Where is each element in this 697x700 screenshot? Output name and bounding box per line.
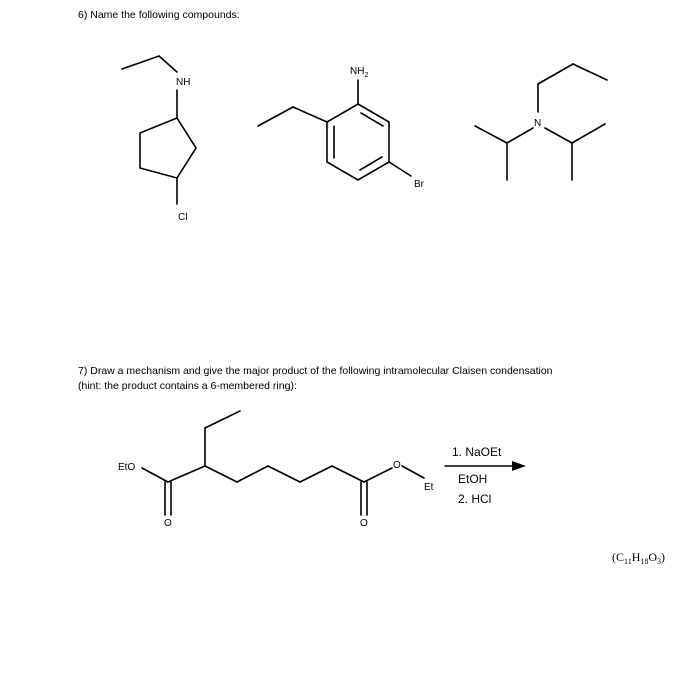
step-1-label: 1. NaOEt bbox=[452, 445, 502, 459]
o-ethyl-bond bbox=[402, 466, 424, 478]
cl-label: Cl bbox=[178, 212, 188, 223]
ester-o-bond bbox=[364, 468, 392, 482]
nh-label: NH bbox=[176, 77, 191, 88]
cyclopentane-ring bbox=[140, 118, 196, 178]
chain-bond-5 bbox=[300, 466, 332, 482]
benzene-ring bbox=[327, 104, 389, 180]
step-2-label: 2. HCl bbox=[458, 492, 492, 506]
solvent-label: EtOH bbox=[458, 472, 488, 486]
reaction-conditions bbox=[445, 445, 526, 506]
molecule-3-tertiary-amine bbox=[475, 64, 607, 180]
ethyl-bond-b bbox=[258, 107, 293, 126]
n-propyl-bond-3 bbox=[573, 64, 607, 80]
question-6-heading: 6) Name the following compounds: bbox=[78, 9, 240, 21]
ethyl-bond-1 bbox=[122, 56, 159, 69]
chain-bond-3 bbox=[237, 466, 268, 482]
n-propyl-bond-2 bbox=[538, 64, 573, 84]
molecule-1-chlorocyclopentylamine bbox=[122, 56, 196, 223]
nh2-label: $NH_2$ bbox=[350, 66, 369, 79]
et-label: Et bbox=[424, 482, 434, 493]
molecule-4-diester bbox=[118, 411, 434, 529]
ester-o-label: O bbox=[393, 460, 401, 471]
carbonyl-2-o-label: O bbox=[360, 518, 368, 529]
eto-carbonyl-bond bbox=[142, 468, 168, 482]
chain-bond-6 bbox=[332, 466, 364, 482]
eto-label: EtO bbox=[118, 462, 136, 473]
n-isopropyl-right-bond bbox=[545, 128, 572, 143]
ethyl-branch-bond-2 bbox=[205, 411, 240, 428]
carbonyl-1-o-label: O bbox=[164, 518, 172, 529]
n-label: N bbox=[534, 118, 542, 129]
chain-bond-2 bbox=[205, 466, 237, 482]
benzene-double-bond-1 bbox=[361, 113, 383, 126]
isopropyl-right-methyl-1 bbox=[572, 124, 605, 143]
chain-bond-1 bbox=[168, 466, 205, 482]
c-br-bond bbox=[389, 162, 411, 176]
molecule-2-bromoethylaniline bbox=[258, 66, 425, 190]
ethyl-bond-2 bbox=[159, 56, 177, 72]
br-label: Br bbox=[414, 179, 424, 190]
isopropyl-left-methyl-1 bbox=[475, 126, 507, 143]
product-formula: $(C_{11}H_{18}O_3)$ bbox=[612, 550, 666, 566]
chain-bond-4 bbox=[268, 466, 300, 482]
question-7-line-2: (hint: the product contains a 6-membered ring): bbox=[78, 380, 297, 392]
n-isopropyl-left-bond bbox=[507, 128, 533, 143]
ethyl-bond-a bbox=[293, 107, 327, 122]
question-7-line-1: 7) Draw a mechanism and give the major product of the following intramolecular Claisen condensation bbox=[78, 365, 553, 377]
reaction-arrow-head bbox=[512, 461, 526, 471]
